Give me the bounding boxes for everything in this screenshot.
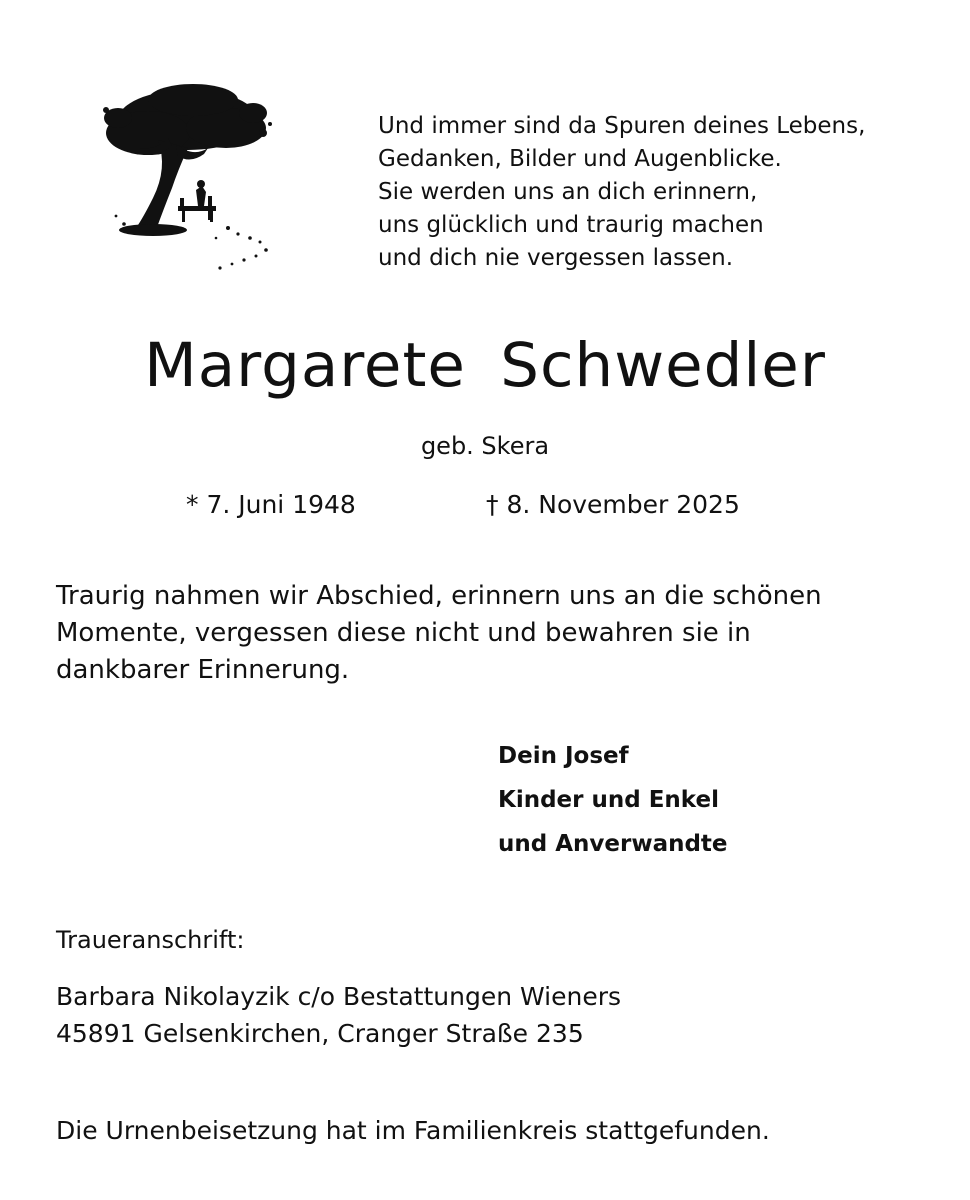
farewell-line: Traurig nahmen wir Abschied, erinnern uns an die schönen <box>56 581 822 611</box>
address-line-2: 45891 Gelsenkirchen, Cranger Straße 235 <box>56 1019 584 1048</box>
deceased-name: Margarete Schwedler <box>144 330 826 401</box>
farewell-text <box>56 578 926 689</box>
poem-line: und dich nie vergessen lassen. <box>378 245 734 271</box>
birth-date: * 7. Juni 1948 <box>186 490 356 519</box>
maiden-name: geb. Skera <box>420 432 550 460</box>
farewell-line: Momente, vergessen diese nicht und bewahren sie in <box>56 618 751 648</box>
poem-line: Und immer sind da Spuren deines Lebens, <box>378 113 866 139</box>
address-line-1: Barbara Nikolayzik c/o Bestattungen Wieners <box>56 982 622 1011</box>
mourning-address <box>56 978 621 1052</box>
farewell-line: dankbarer Erinnerung. <box>56 655 350 685</box>
address-label: Traueranschrift: <box>56 926 245 954</box>
signers <box>498 734 728 866</box>
death-date: † 8. November 2025 <box>486 490 740 519</box>
signer: Kinder und Enkel <box>498 787 719 813</box>
tree-bench-illustration <box>98 78 280 274</box>
signer: und Anverwandte <box>498 831 728 857</box>
poem-line: uns glücklich und traurig machen <box>378 212 764 238</box>
closing-note: Die Urnenbeisetzung hat im Familienkreis stattgefunden. <box>56 1116 770 1145</box>
signer: Dein Josef <box>498 743 629 769</box>
poem-line: Gedanken, Bilder und Augenblicke. <box>378 146 782 172</box>
poem-line: Sie werden uns an dich erinnern, <box>378 179 758 205</box>
poem <box>378 110 865 275</box>
